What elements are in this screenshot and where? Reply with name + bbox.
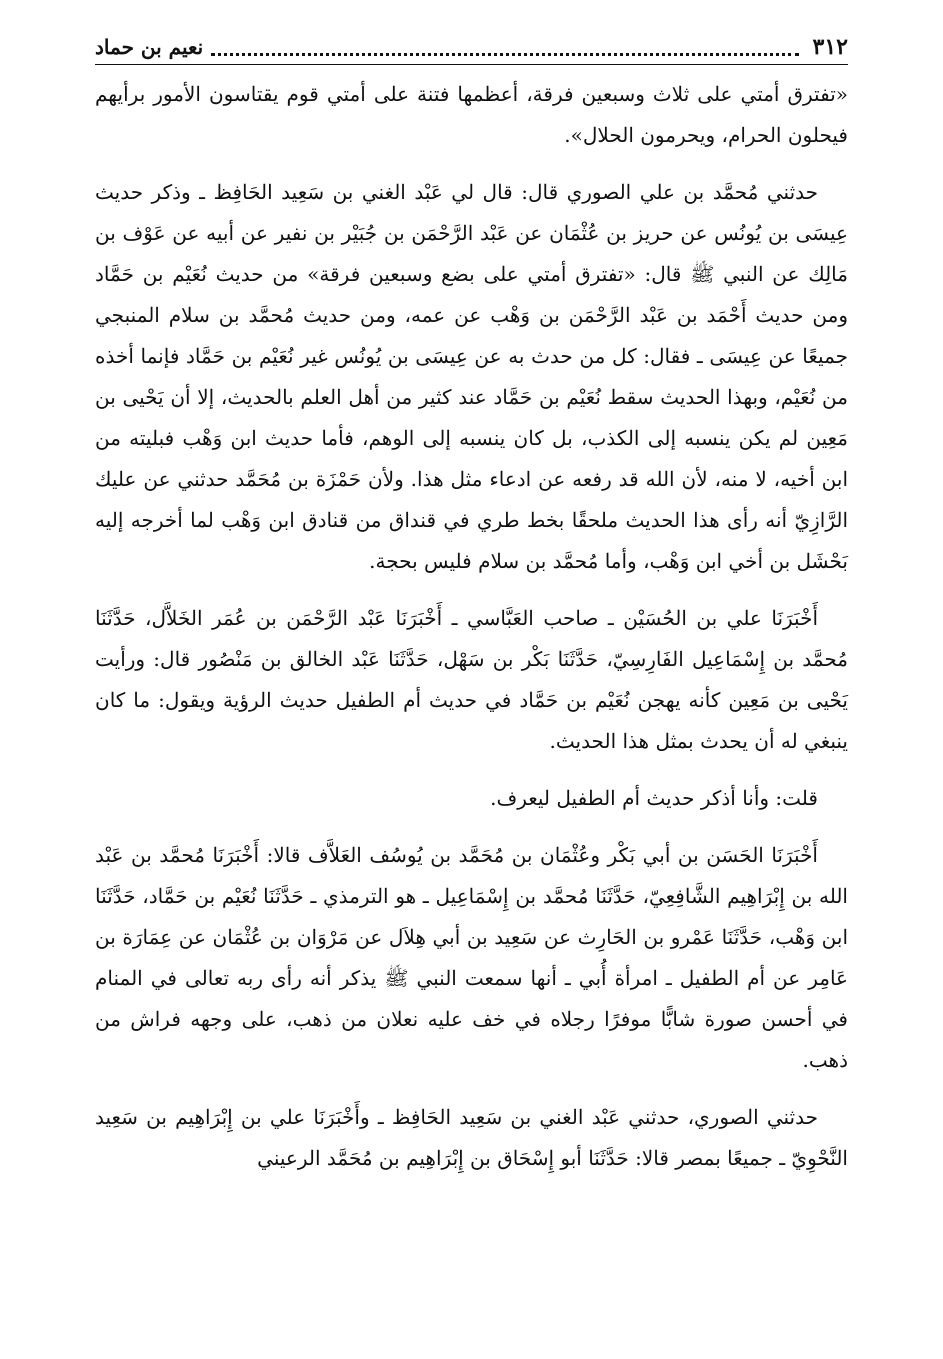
paragraph-3: أَخْبَرَنَا علي بن الحُسَيْن ـ صاحب العَبَّاسي ـ أَخْبَرَنَا عَبْد الرَّحْمَن بن عُمَر الخَلاَّل، حَدَّثَنَا مُحمَّد بن إِسْمَاعِيل الفَارِسِيّ، حَدَّثَنَا بَكْر بن سَهْل، حَدَّثَنَا عَبْد الخالق بن مَنْصُور قال: ورأيت يَحْيى بن مَعِين كأنه يهجن نُعَيْم بن حَمَّاد في حديث أم الطفيل حديث الرؤية ويقول: ما كان ينبغي له أن يحدث بمثل هذا الحديث. [95, 606, 848, 753]
page-header [95, 30, 848, 64]
paragraph-2: حدثني مُحمَّد بن علي الصوري قال: قال لي عَبْد الغني بن سَعِيد الحَافِظ ـ وذكر حديث عِيسَى بن يُونُس عن حريز بن عُثْمَان عن عَبْد الرَّحْمَن بن جُبَيْر بن نفير عن أبيه عن عَوْف بن مَالِك عن النبي ﷺ قال: «تفترق أمتي على بضع وسبعين فرقة» من حديث نُعَيْم بن حَمَّاد ومن حديث أَحْمَد بن عَبْد الرَّحْمَن بن وَهْب عن عمه، ومن حديث مُحمَّد بن سلام المنبجي جميعًا عن عِيسَى ـ فقال: كل من حدث به عن عِيسَى بن يُونُس غير نُعَيْم بن حَمَّاد فإنما أخذه من نُعَيْم، وبهذا الحديث سقط نُعَيْم بن حَمَّاد عند كثير من أهل العلم بالحديث، إلا أن يَحْيى بن مَعِين لم يكن ينسبه إلى الكذب، بل كان ينسبه إلى الوهم، فأما حديث ابن وَهْب فبليته من ابن أخيه، لا منه، لأن الله قد رفعه عن ادعاء مثل هذا. ولأن حَمْزَة بن مُحَمَّد حدثني عن عليك الرَّازِيّ أنه رأى هذا الحديث ملحقًا بخط طري في قنداق من قنادق ابن وَهْب لما أخرجه إليه بَحْشَل بن أخي ابن وَهْب، وأما مُحمَّد بن سلام فليس بحجة. [95, 180, 848, 573]
header-rule [95, 64, 848, 65]
paragraph-1: «تفترق أمتي على ثلاث وسبعين فرقة، أعظمها فتنة على أمتي قوم يقتاسون الأمور برأيهم فيحلون الحرام، ويحرمون الحلال». [95, 82, 848, 147]
page-number: ٣١٢ [812, 34, 848, 60]
paragraph-4: قلت: وأنا أذكر حديث أم الطفيل ليعرف. [490, 786, 818, 810]
paragraph-5: أَخْبَرَنَا الحَسَن بن أبي بَكْر وعُثْمَان بن مُحَمَّد بن يُوسُف العَلاَّف قالا: أَخْبَرَنَا مُحمَّد بن عَبْد الله بن إِبْرَاهِيم الشَّافِعِيّ، حَدَّثَنَا مُحمَّد بن إِسْمَاعِيل ـ هو الترمذي ـ حَدَّثَنَا نُعَيْم بن حَمَّاد، حَدَّثَنَا ابن وَهْب، حَدَّثَنَا عَمْرو بن الحَارِث عن سَعِيد بن أبي هِلاَل عن مَرْوَان بن عُثْمَان عن عِمَارَة بن عَامِر عن أم الطفيل ـ امرأة أُبي ـ أنها سمعت النبي ﷺ يذكر أنه رأى ربه تعالى في المنام في أحسن صورة شابًّا موفرًا رجلاه في خف عليه نعلان من ذهب، على وجهه فراش من ذهب. [95, 843, 848, 1072]
page-body [95, 74, 848, 1179]
header-dot-leader [211, 39, 798, 56]
running-title: نعيم بن حماد [95, 35, 204, 59]
paragraph-6: حدثني الصوري، حدثني عَبْد الغني بن سَعِيد الحَافِظ ـ وأَخْبَرَنَا علي بن إِبْرَاهِيم بن سَعِيد النَّحْوِيّ ـ جميعًا بمصر قالا: حَدَّثَنَا أبو إِسْحَاق بن إِبْرَاهِيم بن مُحَمَّد الرعيني [95, 1105, 848, 1170]
